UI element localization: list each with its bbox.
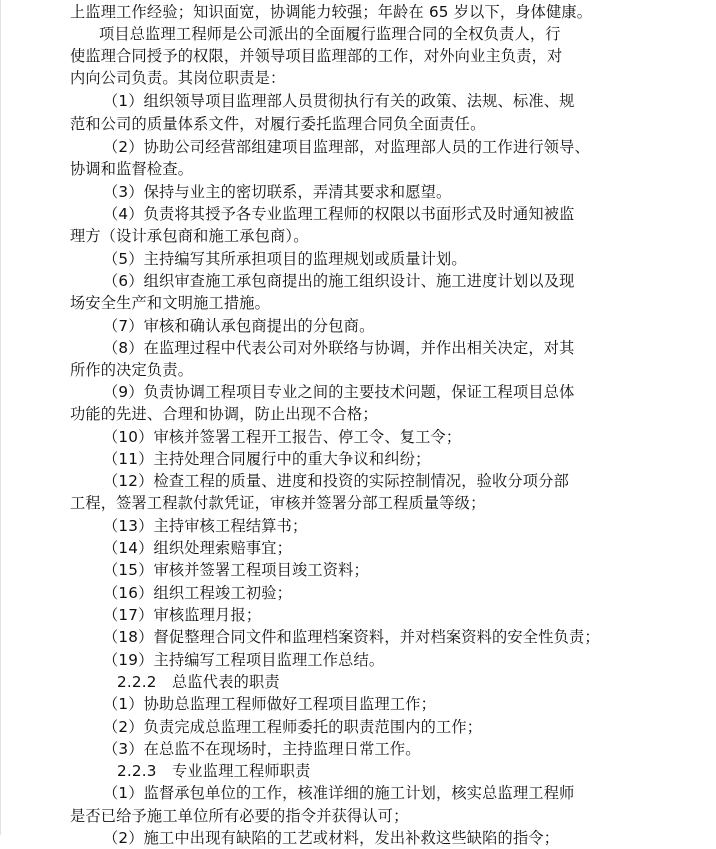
- list-item-line: （12）检查工程的质量、进度和投资的实际控制情况，验收分项分部: [103, 472, 569, 490]
- text-line: 范和公司的质量体系文件，对履行委托监理合同负全面责任。: [70, 115, 486, 133]
- list-item-line: （17）审核监理月报；: [103, 606, 262, 624]
- list-item-line: （14）组织处理索赔事宜；: [103, 539, 292, 557]
- text-line: 上监理工作经验；知识面宽，协调能力较强；年龄在 65 岁以下，身体健康。: [70, 3, 593, 21]
- paragraph-start-line: 项目总监理工程师是公司派出的全面履行监理合同的全权负责人，行: [99, 25, 561, 43]
- text-line: 理方（设计承包商和施工承包商）。: [70, 227, 309, 245]
- list-item-line: （2）施工中出现有缺陷的工艺或材料，发出补救这些缺陷的指令；: [103, 829, 560, 847]
- list-item-line: （7）审核和确认承包商提出的分包商。: [103, 317, 375, 335]
- list-item-line: （3）保持与业主的密切联系，弄清其要求和愿望。: [103, 183, 452, 201]
- text-line: 是否已给予施工单位所有必要的指令并获得认可；: [70, 807, 409, 825]
- text-line: 内向公司负责。其岗位职责是：: [70, 69, 286, 87]
- list-item-line: （4）负责将其授予各专业监理工程师的权限以书面形式及时通知被监: [103, 205, 575, 223]
- list-item-line: （2）负责完成总监理工程师委托的职责范围内的工作；: [103, 718, 483, 736]
- section-heading: 2.2.3 专业监理工程师职责: [117, 762, 311, 780]
- list-item-line: （19）主持编写工程项目监理工作总结。: [103, 651, 385, 669]
- text-line: 工程，签署工程款付款凭证，审核并签署分部工程质量等级；: [70, 494, 486, 512]
- list-item-line: （11）主持处理合同履行中的重大争议和纠纷；: [103, 450, 431, 468]
- list-item-line: （1）监督承包单位的工作，核准详细的施工计划，核实总监理工程师: [103, 784, 575, 802]
- list-item-line: （6）组织审查施工承包商提出的施工组织设计、施工进度计划以及现: [103, 272, 575, 290]
- list-item-line: （10）审核并签署工程开工报告、停工令、复工令；: [103, 428, 462, 446]
- list-item-line: （5）主持编写其所承担项目的监理规划或质量计划。: [103, 250, 467, 268]
- list-item-line: （13）主持审核工程结算书；: [103, 517, 308, 535]
- text-line: 所作的决定负责。: [70, 361, 194, 379]
- list-item-line: （1）协助总监理工程师做好工程项目监理工作；: [103, 695, 437, 713]
- section-heading: 2.2.2 总监代表的职责: [117, 673, 280, 691]
- list-item-line: （16）组织工程竣工初验；: [103, 584, 292, 602]
- text-line: 场安全生产和文明施工措施。: [70, 294, 271, 312]
- list-item-line: （18）督促整理合同文件和监理档案资料，并对档案资料的安全性负责；: [103, 628, 600, 646]
- page-edge-divider: [0, 0, 1, 835]
- list-item-line: （15）审核并签署工程项目竣工资料；: [103, 561, 369, 579]
- text-line: 使监理合同授予的权限，并领导项目监理部的工作，对外向业主负责，对: [70, 47, 563, 65]
- list-item-line: （3）在总监不在现场时，主持监理日常工作。: [103, 740, 421, 758]
- text-line: 协调和监督检查。: [70, 160, 194, 178]
- list-item-line: （8）在监理过程中代表公司对外联络与协调，并作出相关决定，对其: [103, 339, 575, 357]
- list-item-line: （1）组织领导项目监理部人员贯彻执行有关的政策、法规、标准、规: [103, 92, 575, 110]
- text-line: 功能的先进、合理和协调，防止出现不合格；: [70, 405, 378, 423]
- list-item-line: （9）负责协调工程项目专业之间的主要技术问题，保证工程项目总体: [103, 383, 575, 401]
- list-item-line: （2）协助公司经营部组建项目监理部，对监理部人员的工作进行领导、: [103, 138, 590, 156]
